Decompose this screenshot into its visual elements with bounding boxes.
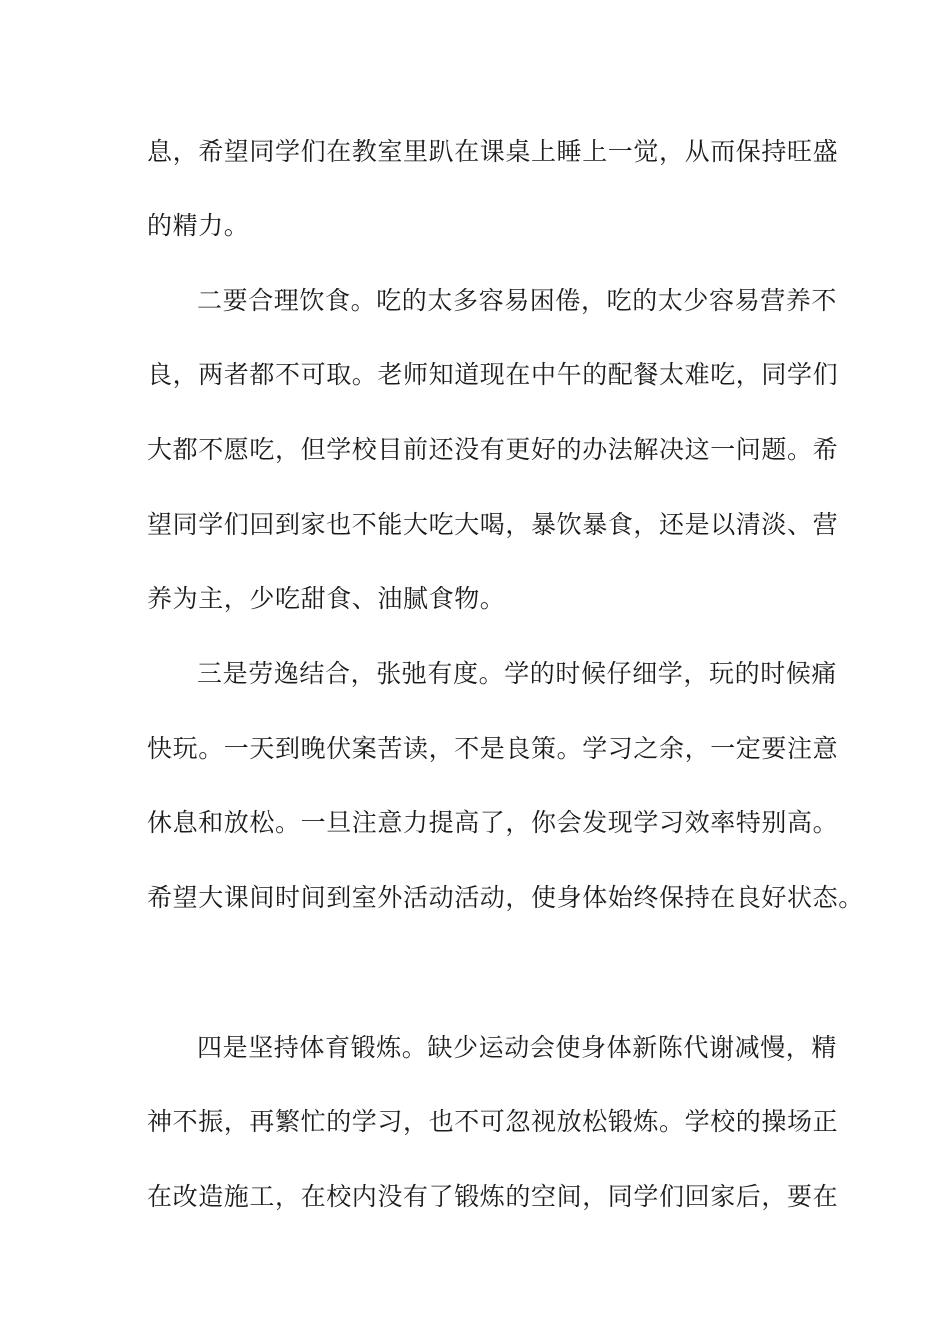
text-line: 良，两者都不可取。老师知道现在中午的配餐太难吃，同学们 (147, 360, 839, 389)
text-line: 休息和放松。一旦注意力提高了，你会发现学习效率特别高。 (147, 808, 839, 837)
paragraph-first-line: 三是劳逸结合，张弛有度。学的时候仔细学，玩的时候痛 (197, 659, 838, 688)
paragraph-first-line: 二要合理饮食。吃的太多容易困倦，吃的太少容易营养不 (197, 286, 838, 315)
text-line: 养为主，少吃甜食、油腻食物。 (147, 584, 506, 613)
text-line: 的精力。 (147, 211, 250, 240)
text-line: 大都不愿吃，但学校目前还没有更好的办法解决这一问题。希 (147, 435, 839, 464)
paragraph-first-line: 四是坚持体育锻炼。缺少运动会使身体新陈代谢减慢，精 (197, 1033, 838, 1062)
text-line: 在改造施工，在校内没有了锻炼的空间，同学们回家后，要在 (147, 1182, 839, 1211)
text-line: 希望大课间时间到室外活动活动，使身体始终保持在良好状态。 (147, 883, 864, 912)
text-line: 神不振，再繁忙的学习，也不可忽视放松锻炼。学校的操场正 (147, 1107, 839, 1136)
text-line: 息，希望同学们在教室里趴在课桌上睡上一觉，从而保持旺盛 (147, 137, 839, 166)
text-line: 快玩。一天到晚伏案苦读，不是良策。学习之余，一定要注意 (147, 734, 839, 763)
text-line: 望同学们回到家也不能大吃大喝，暴饮暴食，还是以清淡、营 (147, 510, 839, 539)
